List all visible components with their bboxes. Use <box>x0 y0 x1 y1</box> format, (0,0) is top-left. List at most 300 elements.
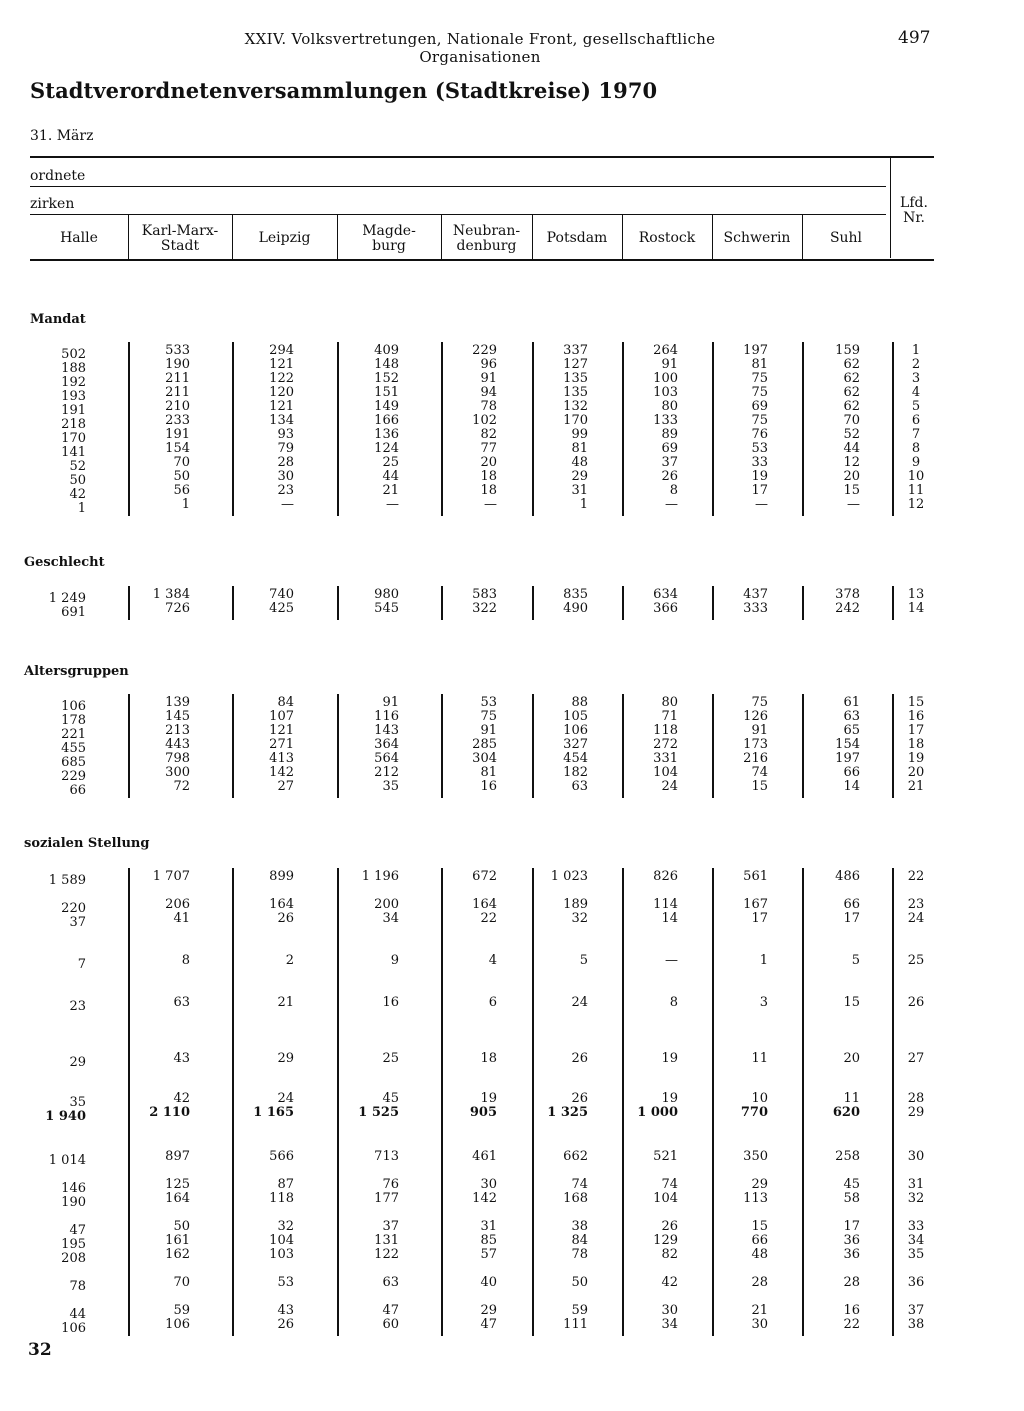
table-cell: 85 <box>480 1233 497 1248</box>
table-cell: 211 <box>165 385 190 400</box>
table-cell: 271 <box>269 737 294 752</box>
table-cell: 62 <box>843 357 860 372</box>
table-cell: 63 <box>571 779 588 794</box>
row-number: 38 <box>907 1317 925 1332</box>
table-cell: 124 <box>374 441 399 456</box>
table-cell: 81 <box>480 765 497 780</box>
row-number: 12 <box>907 497 925 512</box>
table-cell: 32 <box>277 1219 294 1234</box>
table-cell: 107 <box>269 709 294 724</box>
table-cell: 170 <box>61 431 86 446</box>
table-cell: 106 <box>61 1321 86 1336</box>
row-number: 26 <box>907 995 925 1010</box>
table-cell: — <box>386 497 399 512</box>
table-cell: 79 <box>277 441 294 456</box>
table-cell: 17 <box>751 483 768 498</box>
table-cell: 23 <box>69 999 86 1014</box>
table-cell: 662 <box>563 1149 588 1164</box>
table-cell: 121 <box>269 723 294 738</box>
table-cell: 24 <box>277 1091 294 1106</box>
table-cell: 17 <box>843 911 860 926</box>
table-cell: — <box>755 497 768 512</box>
row-number: 22 <box>907 869 925 884</box>
table-cell: 42 <box>173 1091 190 1106</box>
table-cell: 19 <box>661 1051 678 1066</box>
table-cell: 87 <box>277 1177 294 1192</box>
table-cell: 22 <box>480 911 497 926</box>
table-cell: 162 <box>165 1247 190 1262</box>
table-cell: 16 <box>843 1303 860 1318</box>
header-row-zirken: zirken <box>30 196 75 212</box>
row-number: 6 <box>911 413 921 428</box>
row-number: 4 <box>911 385 921 400</box>
table-cell: 1 165 <box>253 1105 294 1120</box>
table-cell: 59 <box>571 1303 588 1318</box>
row-number: 9 <box>911 455 921 470</box>
table-cell: 331 <box>653 751 678 766</box>
table-cell: 37 <box>382 1219 399 1234</box>
table-cell: 1 940 <box>45 1109 86 1124</box>
table-cell: 16 <box>480 779 497 794</box>
table-cell: 41 <box>173 911 190 926</box>
table-cell: 141 <box>61 445 86 460</box>
table-cell: 93 <box>277 427 294 442</box>
table-cell: 18 <box>480 1051 497 1066</box>
table-cell: 53 <box>480 695 497 710</box>
table-cell: 19 <box>480 1091 497 1106</box>
table-cell: 409 <box>374 343 399 358</box>
table-cell: 14 <box>843 779 860 794</box>
table-cell: 56 <box>173 483 190 498</box>
row-number: 11 <box>907 483 925 498</box>
row-number: 28 <box>907 1091 925 1106</box>
table-cell: 502 <box>61 347 86 362</box>
table-cell: 30 <box>751 1317 768 1332</box>
column-header-2 <box>232 231 337 246</box>
row-number: 18 <box>907 737 925 752</box>
table-cell: 2 <box>285 953 294 968</box>
column-header-line: Stadt <box>160 238 200 254</box>
table-cell: 200 <box>374 897 399 912</box>
table-cell: 26 <box>277 911 294 926</box>
table-cell: 713 <box>374 1149 399 1164</box>
table-cell: 30 <box>480 1177 497 1192</box>
row-number: 3 <box>911 371 921 386</box>
table-cell: 210 <box>165 399 190 414</box>
table-cell: 33 <box>751 455 768 470</box>
table-cell: 164 <box>165 1191 190 1206</box>
column-header-7 <box>712 231 802 246</box>
table-cell: 5 <box>579 953 588 968</box>
section-title: sozialen Stellung <box>24 836 150 851</box>
table-cell: 80 <box>661 695 678 710</box>
table-cell: 50 <box>173 1219 190 1234</box>
table-cell: 63 <box>173 995 190 1010</box>
table-cell: 221 <box>61 727 86 742</box>
row-number: 7 <box>911 427 921 442</box>
table-cell: 17 <box>751 911 768 926</box>
table-cell: 104 <box>269 1233 294 1248</box>
row-number: 37 <box>907 1303 925 1318</box>
table-cell: 726 <box>165 601 190 616</box>
table-cell: — <box>484 497 497 512</box>
table-cell: 264 <box>653 343 678 358</box>
table-cell: 44 <box>382 469 399 484</box>
column-header-3 <box>337 224 441 254</box>
row-number: 34 <box>907 1233 925 1248</box>
table-cell: 740 <box>269 587 294 602</box>
table-cell: 100 <box>653 371 678 386</box>
table-cell: 454 <box>563 751 588 766</box>
table-cell: 294 <box>269 343 294 358</box>
table-cell: — <box>847 497 860 512</box>
column-header-line: Halle <box>60 230 98 246</box>
table-cell: 65 <box>843 723 860 738</box>
table-cell: 211 <box>165 371 190 386</box>
table-cell: 37 <box>661 455 678 470</box>
table-cell: 322 <box>472 601 497 616</box>
table-cell: 437 <box>743 587 768 602</box>
table-cell: 521 <box>653 1149 678 1164</box>
table-cell: 29 <box>571 469 588 484</box>
row-number: 1 <box>911 343 921 358</box>
row-number: 17 <box>907 723 925 738</box>
table-cell: 72 <box>173 779 190 794</box>
table-cell: 44 <box>843 441 860 456</box>
table-cell: 91 <box>480 723 497 738</box>
table-cell: 9 <box>390 953 399 968</box>
table-cell: 75 <box>751 695 768 710</box>
table-cell: 82 <box>480 427 497 442</box>
table-cell: 70 <box>173 1275 190 1290</box>
table-cell: 1 589 <box>48 873 86 888</box>
table-cell: 5 <box>851 953 860 968</box>
table-cell: 229 <box>61 769 86 784</box>
table-cell: 28 <box>843 1275 860 1290</box>
table-cell: 74 <box>661 1177 678 1192</box>
table-cell: 19 <box>751 469 768 484</box>
table-cell: 197 <box>743 343 768 358</box>
table-cell: 125 <box>165 1177 190 1192</box>
table-cell: 189 <box>563 897 588 912</box>
column-header-line: Magde- <box>362 223 416 239</box>
table-cell: 38 <box>571 1219 588 1234</box>
header-rule-top <box>30 156 934 158</box>
lfd-nr-header <box>896 196 932 226</box>
table-cell: 21 <box>751 1303 768 1318</box>
table-cell: 133 <box>653 413 678 428</box>
table-cell: 1 707 <box>152 869 190 884</box>
table-cell: 26 <box>277 1317 294 1332</box>
table-cell: 166 <box>374 413 399 428</box>
table-cell: 272 <box>653 737 678 752</box>
table-cell: 34 <box>382 911 399 926</box>
row-number: 23 <box>907 897 925 912</box>
table-cell: 45 <box>843 1177 860 1192</box>
row-number: 15 <box>907 695 925 710</box>
column-header-line: Karl-Marx- <box>141 223 219 239</box>
table-cell: 672 <box>472 869 497 884</box>
table-cell: 378 <box>835 587 860 602</box>
table-cell: 20 <box>843 1051 860 1066</box>
table-cell: 17 <box>843 1219 860 1234</box>
table-cell: 1 <box>759 953 768 968</box>
table-cell: 148 <box>374 357 399 372</box>
table-cell: 164 <box>269 897 294 912</box>
table-cell: 461 <box>472 1149 497 1164</box>
table-cell: 94 <box>480 385 497 400</box>
table-cell: 111 <box>563 1317 588 1332</box>
table-cell: 62 <box>843 399 860 414</box>
table-cell: 25 <box>382 455 399 470</box>
table-cell: 78 <box>69 1279 86 1294</box>
table-cell: 32 <box>571 911 588 926</box>
table-cell: 122 <box>269 371 294 386</box>
row-number: 31 <box>907 1177 925 1192</box>
column-header-line: denburg <box>456 238 517 254</box>
lfd-separator <box>892 586 894 620</box>
table-cell: 40 <box>480 1275 497 1290</box>
table-cell: 26 <box>571 1051 588 1066</box>
table-cell: 364 <box>374 737 399 752</box>
table-cell: 337 <box>563 343 588 358</box>
table-cell: 78 <box>480 399 497 414</box>
row-number: 29 <box>907 1105 925 1120</box>
table-cell: 121 <box>269 399 294 414</box>
table-cell: 191 <box>165 427 190 442</box>
table-cell: 114 <box>653 897 678 912</box>
column-header-8 <box>802 231 890 246</box>
table-cell: 44 <box>69 1307 86 1322</box>
table-cell: 905 <box>469 1105 497 1120</box>
row-number: 32 <box>907 1191 925 1206</box>
table-cell: 99 <box>571 427 588 442</box>
table-cell: 91 <box>382 695 399 710</box>
lfd-separator <box>892 342 894 516</box>
table-cell: 26 <box>571 1091 588 1106</box>
row-number: 33 <box>907 1219 925 1234</box>
table-cell: 1 <box>77 501 86 516</box>
table-cell: 620 <box>832 1105 860 1120</box>
table-cell: 91 <box>480 371 497 386</box>
table-cell: 333 <box>743 601 768 616</box>
table-cell: 75 <box>751 385 768 400</box>
table-cell: 826 <box>653 869 678 884</box>
table-cell: 161 <box>165 1233 190 1248</box>
table-cell: 6 <box>488 995 497 1010</box>
table-cell: 103 <box>653 385 678 400</box>
column-header-line: Potsdam <box>546 230 608 246</box>
table-cell: 218 <box>61 417 86 432</box>
table-cell: 77 <box>480 441 497 456</box>
table-cell: 37 <box>69 915 86 930</box>
table-cell: 208 <box>61 1251 86 1266</box>
row-number: 27 <box>907 1051 925 1066</box>
table-cell: 206 <box>165 897 190 912</box>
table-cell: 30 <box>277 469 294 484</box>
table-cell: 24 <box>571 995 588 1010</box>
table-cell: 15 <box>843 483 860 498</box>
table-cell: 366 <box>653 601 678 616</box>
table-cell: 75 <box>480 709 497 724</box>
table-cell: 178 <box>61 713 86 728</box>
table-cell: — <box>665 497 678 512</box>
table-cell: 129 <box>653 1233 678 1248</box>
table-cell: 35 <box>382 779 399 794</box>
row-number: 19 <box>907 751 925 766</box>
table-cell: 78 <box>571 1247 588 1262</box>
table-cell: 89 <box>661 427 678 442</box>
table-cell: 25 <box>382 1051 399 1066</box>
table-cell: 425 <box>269 601 294 616</box>
table-cell: 63 <box>382 1275 399 1290</box>
table-cell: 143 <box>374 723 399 738</box>
table-cell: 350 <box>743 1149 768 1164</box>
table-cell: 82 <box>661 1247 678 1262</box>
table-cell: 131 <box>374 1233 399 1248</box>
table-cell: 170 <box>563 413 588 428</box>
table-cell: 48 <box>751 1247 768 1262</box>
date-label: 31. März <box>30 128 94 144</box>
table-cell: 1 014 <box>48 1153 86 1168</box>
table-cell: 152 <box>374 371 399 386</box>
table-cell: 113 <box>743 1191 768 1206</box>
table-cell: 15 <box>751 779 768 794</box>
table-cell: 29 <box>277 1051 294 1066</box>
table-cell: 52 <box>69 459 86 474</box>
table-cell: 1 196 <box>361 869 399 884</box>
table-cell: 30 <box>661 1303 678 1318</box>
table-cell: 122 <box>374 1247 399 1262</box>
table-cell: 4 <box>488 953 497 968</box>
table-cell: 7 <box>77 957 86 972</box>
table-cell: 20 <box>843 469 860 484</box>
table-cell: 233 <box>165 413 190 428</box>
table-cell: 106 <box>165 1317 190 1332</box>
header-rule-2 <box>30 214 886 215</box>
table-cell: 8 <box>669 483 678 498</box>
table-cell: 14 <box>661 911 678 926</box>
table-cell: 899 <box>269 869 294 884</box>
table-cell: 11 <box>751 1051 768 1066</box>
table-cell: 61 <box>843 695 860 710</box>
table-cell: 980 <box>374 587 399 602</box>
table-cell: 1 <box>579 497 588 512</box>
table-cell: 43 <box>173 1051 190 1066</box>
table-cell: 62 <box>843 385 860 400</box>
table-cell: 18 <box>480 483 497 498</box>
table-cell: 42 <box>661 1275 678 1290</box>
table-cell: 63 <box>843 709 860 724</box>
table-cell: 45 <box>382 1091 399 1106</box>
column-header-6 <box>622 231 712 246</box>
table-cell: 191 <box>61 403 86 418</box>
table-cell: 19 <box>661 1091 678 1106</box>
table-cell: 36 <box>843 1247 860 1262</box>
table-cell: 561 <box>743 869 768 884</box>
column-header-line: Neubran- <box>452 223 521 239</box>
row-number: 5 <box>911 399 921 414</box>
page-number: 497 <box>898 28 931 48</box>
table-cell: — <box>665 953 678 968</box>
table-cell: 583 <box>472 587 497 602</box>
table-cell: 57 <box>480 1247 497 1262</box>
table-cell: 193 <box>61 389 86 404</box>
table-cell: 190 <box>165 357 190 372</box>
table-cell: 28 <box>277 455 294 470</box>
table-cell: 52 <box>843 427 860 442</box>
table-cell: 2 110 <box>149 1105 190 1120</box>
table-cell: 91 <box>751 723 768 738</box>
table-cell: 304 <box>472 751 497 766</box>
table-cell: 47 <box>382 1303 399 1318</box>
table-cell: 50 <box>69 473 86 488</box>
page-title: Stadtverordnetenversammlungen (Stadtkreise) 1970 <box>30 78 658 103</box>
table-cell: 1 249 <box>48 591 86 606</box>
column-header-line: Leipzig <box>258 230 311 246</box>
table-cell: 66 <box>751 1233 768 1248</box>
table-cell: 177 <box>374 1191 399 1206</box>
table-cell: 212 <box>374 765 399 780</box>
table-cell: 48 <box>571 455 588 470</box>
table-cell: 8 <box>181 953 190 968</box>
table-cell: 121 <box>269 357 294 372</box>
table-cell: 118 <box>653 723 678 738</box>
column-header-4 <box>441 224 532 254</box>
row-number: 13 <box>907 587 925 602</box>
table-cell: 96 <box>480 357 497 372</box>
header-rule-bottom <box>30 259 934 261</box>
table-cell: 15 <box>751 1219 768 1234</box>
table-cell: 229 <box>472 343 497 358</box>
row-number: 24 <box>907 911 925 926</box>
table-cell: 490 <box>563 601 588 616</box>
table-cell: 62 <box>843 371 860 386</box>
table-cell: 35 <box>69 1095 86 1110</box>
table-cell: 60 <box>382 1317 399 1332</box>
column-header-0 <box>30 231 128 246</box>
table-cell: 197 <box>835 751 860 766</box>
row-number: 21 <box>907 779 925 794</box>
table-cell: 1 384 <box>152 587 190 602</box>
table-cell: 28 <box>751 1275 768 1290</box>
table-cell: 242 <box>835 601 860 616</box>
table-cell: 154 <box>835 737 860 752</box>
table-cell: 71 <box>661 709 678 724</box>
table-cell: 106 <box>563 723 588 738</box>
table-cell: 134 <box>269 413 294 428</box>
table-cell: 1 <box>181 497 190 512</box>
table-cell: 173 <box>743 737 768 752</box>
table-cell: 413 <box>269 751 294 766</box>
column-header-line: burg <box>372 238 406 254</box>
table-cell: 154 <box>165 441 190 456</box>
table-cell: 545 <box>374 601 399 616</box>
table-cell: 685 <box>61 755 86 770</box>
table-cell: 80 <box>661 399 678 414</box>
table-cell: 22 <box>843 1317 860 1332</box>
table-cell: 69 <box>661 441 678 456</box>
column-header-1 <box>128 224 232 254</box>
table-cell: 50 <box>571 1275 588 1290</box>
table-cell: 21 <box>382 483 399 498</box>
table-cell: 88 <box>571 695 588 710</box>
table-cell: 76 <box>382 1177 399 1192</box>
table-cell: 135 <box>563 371 588 386</box>
table-cell: 190 <box>61 1195 86 1210</box>
table-cell: 132 <box>563 399 588 414</box>
table-cell: 118 <box>269 1191 294 1206</box>
